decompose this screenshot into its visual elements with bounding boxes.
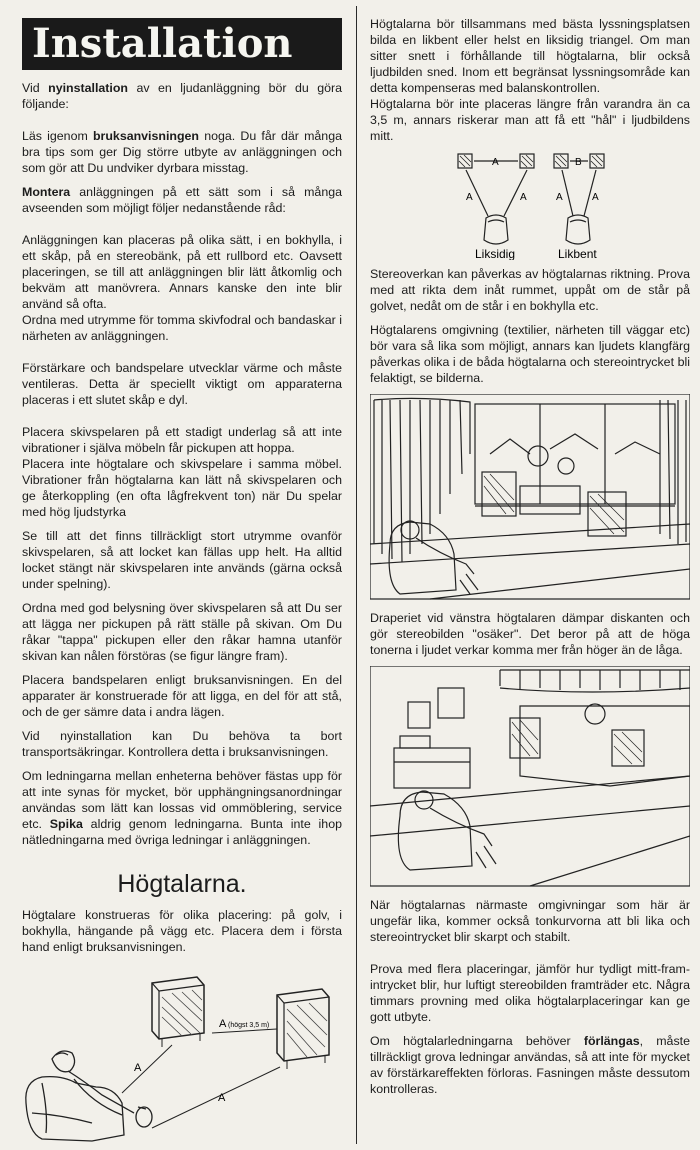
diagram-label-liksidig: Liksidig — [475, 247, 516, 260]
room-balanced-illustration — [370, 666, 690, 891]
triangle-diagram — [370, 152, 690, 260]
diagram-label-a-likbent-right: A — [592, 192, 599, 203]
paragraph-ventilation: Förstärkare och bandspelare utvecklar värme och måste ventileras. Detta är speciellt viktigt om apparaterna placeras i ett slutet skåp e dyl. — [22, 361, 342, 407]
paragraph-utrymme: Ordna med utrymme för tomma skivfodral och bandaskar i närheten av anläggningen. — [22, 313, 342, 343]
distance-label-a-left: A — [134, 1062, 142, 1074]
paragraph-bruksanvisning: Läs igenom bruksanvisningen noga. Du får där många bra tips som ger Dig större utbyte av anläggningen och som gör att Du undviker dyrbara misstag. — [22, 129, 342, 175]
column-divider — [356, 6, 357, 1144]
paragraph-belysning: Ordna med god belysning över skivspelaren så att Du ser att lägga ner pickupen på rätt ställe på skivan. Om Du råkar "tappa" pickupen eller den råkar hamna utanför skivan kan nålen förstöras (se figur längre fram). — [22, 601, 342, 663]
paragraph-bandspelare: Placera bandspelaren enligt bruksanvisningen. En del apparater är konstruerade för att ligga, en del för att stå, och de ger sämre data i andra lägen. — [22, 673, 342, 719]
intro-paragraph: Vid nyinstallation av en ljudanläggning bör du göra följande: — [22, 81, 342, 111]
distance-label-a-bottom: A — [218, 1092, 226, 1104]
distance-label-a-top: A — [219, 1018, 227, 1030]
paragraph-montera: Montera anläggningen på ett sätt som i så många avseenden som möjligt följer nedanstående råd: — [22, 185, 342, 215]
paragraph-omgivning: Högtalarens omgivning (textilier, närheten till väggar etc) bör vara så lika som möjligt, annars kan ljudets klangfärg påverkas olika i de båda högtalarna och stereointrycket bli felaktigt, se bilderna. — [370, 323, 690, 385]
paragraph-riktning: Stereoverkan kan påverkas av högtalarnas riktning. Prova med att rikta dem inåt rummet, uppåt om de står på golvet, nedåt om de står i en bokhylla etc. — [370, 267, 690, 313]
room-with-drapes-illustration — [370, 394, 690, 604]
section-heading-hogtalarna: Högtalarna. — [117, 870, 247, 898]
paragraph-forlangning: Om högtalarledningarna behöver förlängas, måste tillräckligt grova ledningar användas, så att inte för mycket av förstärkareffekten förloras. Fasningen måste dessutom kontrolleras. — [370, 1034, 690, 1096]
diagram-label-a-top: A — [492, 157, 499, 168]
caption-balanced: När högtalarnas närmaste omgivningar som här är ungefär lika, kommer också tonkurvorna att bli lika och stereointrycket blir skarpt och stabilt. — [370, 898, 690, 944]
distance-note: (högst 3,5 m) — [228, 1022, 270, 1029]
paragraph-placering: Anläggningen kan placeras på olika sätt, i en bokhylla, i ett skåp, på en stereobänk, på ett rullbord etc. Oavsett placeringen, se till att anläggningen blir lätt åtkomlig och bekväm att manövrera. Annars kanske den inte blir använd så ofta. — [22, 233, 342, 311]
page-title: Installation — [22, 18, 342, 70]
listener-speakers-illustration — [22, 963, 352, 1143]
speaker-right-drawing — [277, 989, 329, 1069]
paragraph-transportsakringar: Vid nyinstallation kan Du behöva ta bort transportsäkringar. Kontrollera detta i bruksanvisningen. — [22, 729, 342, 759]
speaker-left-drawing — [152, 977, 204, 1047]
paragraph-avstand: Högtalarna bör inte placeras längre från varandra än ca 3,5 m, annars riskerar man att få ett "hål" i ljudbildens mitt. — [370, 97, 690, 143]
paragraph-hogtalare-placering: Högtalare konstrueras för olika placering: på golv, i bokhylla, hängande på vägg etc. Placera dem i första hand enligt bruksanvisningen. — [22, 908, 342, 954]
paragraph-triangel: Högtalarna bör tillsammans med bästa lyssningsplatsen bilda en likbent eller helst en liksidig triangel. Om man sitter snett i förhållande till högtalarna, blir också ljudbilden sned. Inom ett begränsat lyssningsområde kan detta kompenseras med balanskontrollen. — [370, 17, 690, 95]
paragraph-skivspelare-underlag: Placera skivspelaren på ett stadigt underlag så att inte vibrationer i själva möbeln får pickupen att hoppa. — [22, 425, 342, 455]
diagram-label-a-likbent-left: A — [556, 192, 563, 203]
diagram-label-b: B — [575, 157, 582, 168]
paragraph-prova-placeringar: Prova med flera placeringar, jämför hur tydligt mitt-fram-intrycket blir, hur luftigt stereobilden framträder etc. Några timmars provning med olika högtalarplaceringar kan ge gott utbyte. — [370, 962, 690, 1024]
diagram-label-likbent: Likbent — [558, 247, 597, 260]
diagram-label-a-right: A — [520, 192, 527, 203]
paragraph-ledningar: Om ledningarna mellan enheterna behöver fästas upp för att inte synas för mycket, bör upphängningsanordningar användas som lätt kan lossas vid ommöblering, service etc. Spika aldrig genom ledningarna. Bunta inte ihop nätledningarna med övriga ledningar i anläggningen. — [22, 769, 342, 847]
caption-drapes: Draperiet vid vänstra högtalaren dämpar diskanten och gör stereobilden "osäker". Det beror på att de höga tonerna i ljudet verkar komma mer från höger än de låga. — [370, 611, 690, 657]
paragraph-skivspelare-mobel: Placera inte högtalare och skivspelare i samma möbel. Vibrationer från högtalarna kan lätt nå skivspelaren och ge återkoppling (en ofta lågfrekvent ton) när Du spelar med hög ljudstyrka — [22, 457, 342, 519]
right-column — [370, 16, 690, 1105]
diagram-label-a-left: A — [466, 192, 473, 203]
left-column — [22, 18, 342, 1143]
paragraph-locket: Se till att det finns tillräckligt stort utrymme ovanför skivspelaren, så att locket kan fällas upp helt. Ha alltid locket stängt när skivspelaren inte används (gärna också under spelning). — [22, 529, 342, 591]
